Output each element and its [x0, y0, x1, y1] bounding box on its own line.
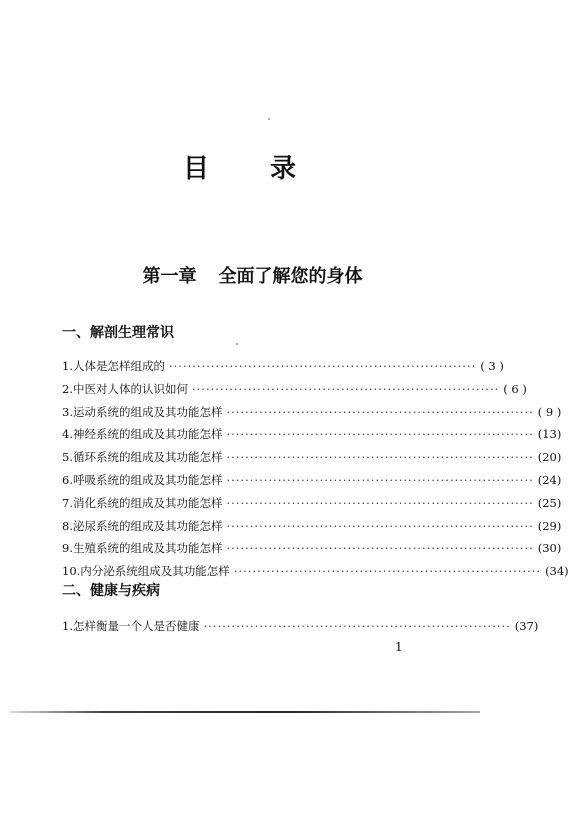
toc-entry-page: ( 6 ) — [503, 381, 527, 396]
toc-entry-page: (29) — [537, 518, 562, 533]
toc-entry-label: 1.怎样衡量一个人是否健康 — [62, 619, 200, 633]
toc-entry[interactable] — [62, 615, 539, 638]
toc-entry-page: (24) — [537, 472, 562, 487]
section-heading-anatomy: 一、解剖生理常识 — [62, 325, 174, 341]
leader-dots: ·································································· — [226, 472, 534, 487]
page-number: 1 — [395, 640, 403, 654]
leader-dots: ·································································· — [168, 359, 477, 373]
leader-dots: ·································································· — [226, 518, 534, 533]
toc-entry[interactable] — [62, 492, 562, 515]
leader-dots: ·································································· — [226, 427, 534, 442]
toc-entry-label: 3.运动系统的组成及其功能怎样 — [62, 404, 223, 419]
leader-dots: ·································································· — [203, 619, 511, 633]
toc-entry[interactable] — [62, 423, 562, 446]
toc-entry-label: 4.神经系统的组成及其功能怎样 — [62, 427, 223, 442]
toc-entry-page: (30) — [537, 541, 562, 556]
toc-entry[interactable] — [62, 515, 562, 538]
toc-entry-page: ( 3 ) — [480, 359, 504, 373]
toc-entry[interactable] — [62, 469, 562, 492]
chapter-heading — [0, 262, 505, 288]
leader-dots: ·································································· — [226, 495, 534, 510]
leader-dots: ·································································· — [226, 404, 534, 419]
toc-entry-page: (25) — [537, 495, 562, 510]
toc-entry-label: 5.循环系统的组成及其功能怎样 — [62, 450, 223, 465]
chapter-number: 第一章 — [142, 266, 197, 287]
section-heading-health: 二、健康与疾病 — [62, 583, 160, 599]
toc-entry[interactable] — [62, 378, 527, 401]
toc-entry-label: 2.中医对人体的认识如何 — [62, 381, 188, 396]
scan-speck — [236, 343, 238, 345]
leader-dots: ·································································· — [226, 541, 534, 556]
toc-entry-page: (13) — [537, 427, 562, 442]
toc-entry-page: (37) — [514, 619, 539, 633]
toc-entry-label: 10.内分泌系统组成及其功能怎样 — [62, 564, 230, 579]
toc-entry[interactable] — [62, 355, 504, 378]
toc-entry-label: 1.人体是怎样组成的 — [62, 359, 165, 373]
toc-entry-label: 9.生殖系统的组成及其功能怎样 — [62, 541, 223, 556]
scan-speck — [268, 118, 270, 120]
toc-entry-page: ( 9 ) — [537, 404, 562, 419]
toc-list-anatomy — [62, 355, 569, 583]
toc-entry-label: 6.呼吸系统的组成及其功能怎样 — [62, 472, 223, 487]
page-title: 目 录 — [182, 154, 323, 184]
toc-entry-page: (20) — [537, 450, 562, 465]
toc-entry-label: 7.消化系统的组成及其功能怎样 — [62, 495, 223, 510]
scan-edge-line — [10, 711, 480, 713]
toc-entry[interactable] — [62, 401, 562, 424]
chapter-name: 全面了解您的身体 — [218, 266, 363, 287]
leader-dots: ·································································· — [191, 381, 500, 396]
toc-entry[interactable] — [62, 537, 562, 560]
leader-dots: ·································································· — [226, 450, 534, 465]
leader-dots: ·································································· — [233, 564, 542, 579]
toc-list-health — [62, 615, 539, 638]
toc-entry-label: 8.泌尿系统的组成及其功能怎样 — [62, 518, 223, 533]
toc-entry-page: (34) — [545, 564, 569, 579]
toc-entry[interactable] — [62, 446, 562, 469]
